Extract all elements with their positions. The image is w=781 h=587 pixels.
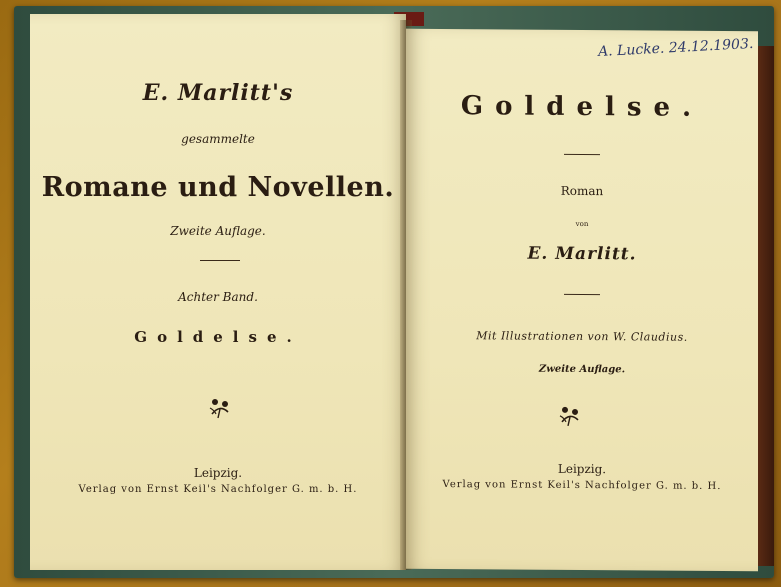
volume-number: Achter Band.	[178, 290, 258, 304]
left-place: Leipzig.	[193, 466, 243, 480]
right-rule-top	[564, 154, 600, 155]
handwritten-inscription: A. Lucke. 24.12.1903.	[597, 35, 754, 61]
left-page	[30, 14, 406, 570]
right-publisher: Verlag von Ernst Keil's Nachfolger G. m. b. H.	[442, 479, 722, 492]
cover-edge	[758, 46, 774, 566]
illustrations: Mit Illustrationen von W. Claudius.	[476, 329, 688, 344]
left-publisher: Verlag von Ernst Keil's Nachfolger G. m. b. H.	[78, 484, 358, 495]
floral-vignette-icon	[206, 394, 234, 420]
left-collected: gesammelte	[181, 132, 255, 146]
right-author: E. Marlitt.	[527, 243, 637, 265]
right-page	[406, 29, 758, 571]
right-edition: Zweite Auflage.	[538, 363, 626, 376]
right-place: Leipzig.	[557, 461, 607, 477]
floral-vignette-icon	[556, 402, 584, 428]
title: Goldelse.	[460, 91, 704, 123]
by: von	[575, 219, 589, 229]
right-rule-bottom	[564, 294, 600, 295]
left-edition: Zweite Auflage.	[170, 224, 266, 238]
left-rule	[200, 260, 240, 261]
volume-title: Goldelse.	[134, 328, 302, 346]
left-author: E. Marlitt's	[142, 80, 294, 106]
series-title: Romane und Novellen.	[41, 172, 395, 203]
genre: Roman	[560, 183, 604, 199]
